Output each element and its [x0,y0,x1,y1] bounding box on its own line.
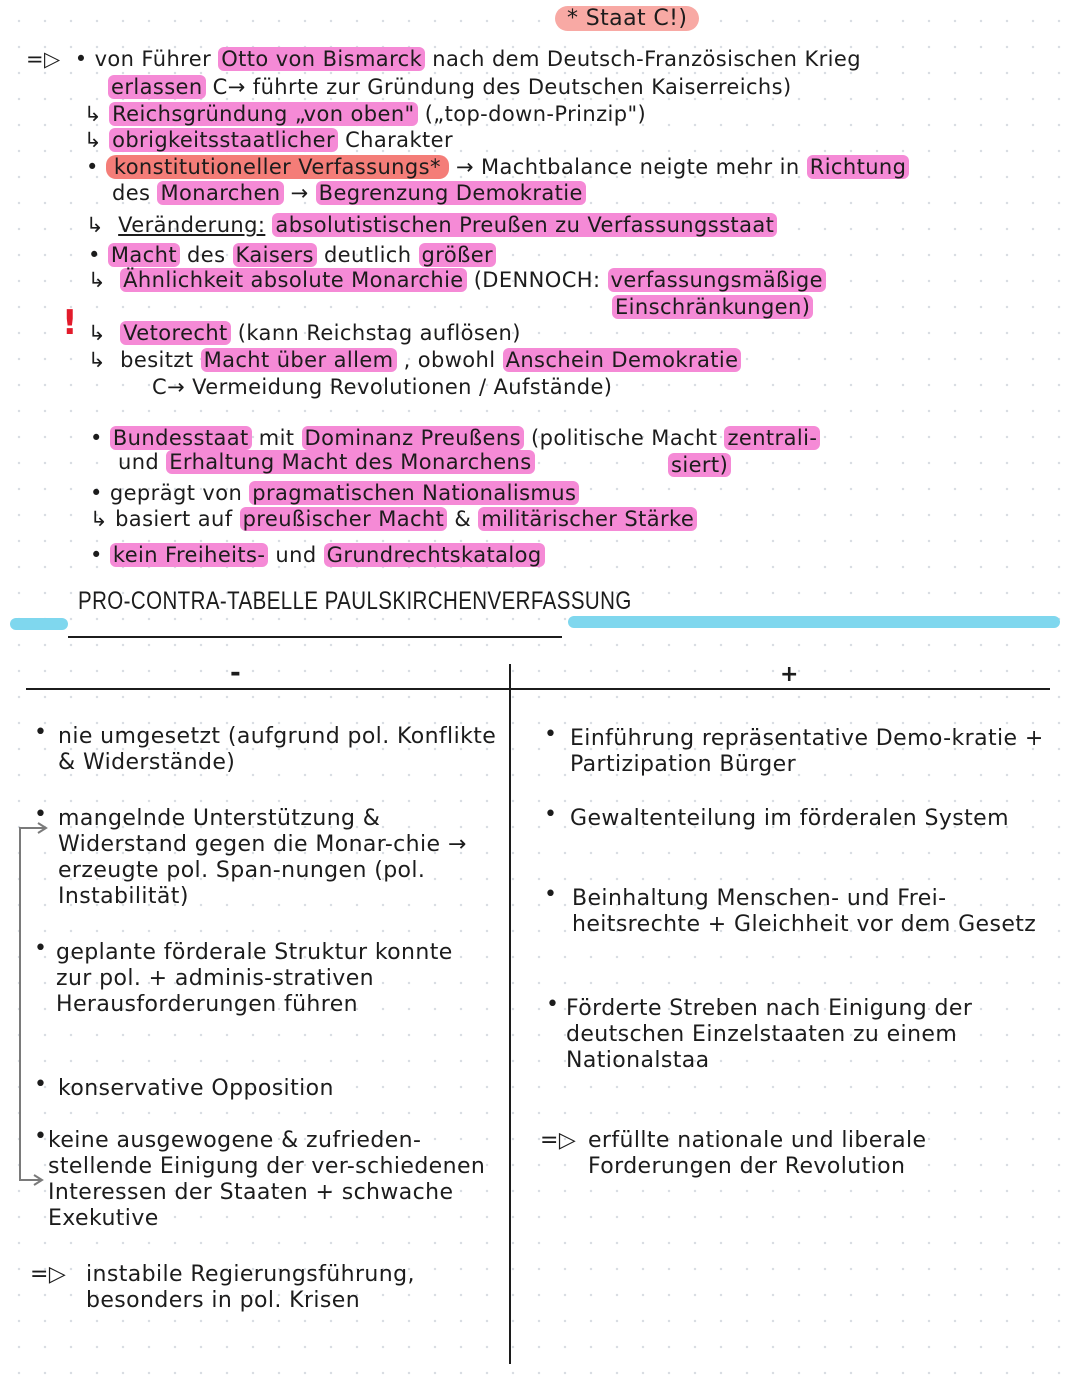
bracket-arrow-icon [12,818,52,1190]
note-line-3: ↳ Reichsgründung „von oben" („top-down-Prinzip") [84,102,647,126]
table-title: PRO-CONTRA-TABELLE PAULSKIRCHENVERFASSUNG [78,587,632,615]
minus-item: mangelnde Unterstützung & Widerstand gegen die Monar-chie → erzeugte pol. Span-nungen (pol. Instabilität) [58,806,467,909]
plus-item: Beinhaltung Menschen- und Frei-heitsrechte + Gleichheit vor dem Gesetz [572,886,1037,937]
sub-arrow-icon: ↳ [88,348,106,372]
note-line-18: • kein Freiheits- und Grundrechtskatalog [90,542,545,568]
note-line-8: • Macht des Kaisers deutlich größer [88,242,496,268]
minus-header: - [230,658,242,688]
plus-item: Gewaltenteilung im förderalen System [570,806,1009,831]
note-line-5: • konstitutioneller Verfassungs* → Machtbalance neigte mehr in Richtung [86,154,909,180]
implication-arrow-icon: =▷ [540,1128,577,1153]
note-line-14: • Bundesstaat mit Dominanz Preußens (politische Macht zentrali- [90,425,820,451]
note-line-16: • geprägt von pragmatischen Nationalismus [90,480,579,506]
minus-conclusion: instabile Regierungsführung, besonders in pol. Krisen [86,1262,415,1313]
plus-item: Förderte Streben nach Einigung der deutschen Einzelstaaten zu einem Nationalstaa [566,996,973,1073]
note-line-15: und Erhaltung Macht des Monarchens [118,449,535,475]
sub-arrow-icon: ↳ [90,507,108,531]
note-line-17: ↳ basiert auf preußischer Macht & militärischer Stärke [90,506,697,532]
column-divider [509,664,511,1364]
sub-arrow-icon: ↳ [88,321,106,345]
sub-arrow-icon: ↳ [86,213,104,237]
note-line-10: Einschränkungen) [612,294,813,320]
sub-arrow-icon: ↳ [88,268,106,292]
note-line-11: ↳ Vetorecht (kann Reichstag auflösen) [88,321,521,345]
sub-arrow-icon: ↳ [84,102,102,126]
note-line-15b: siert) [668,452,731,478]
section-tag: * Staat C!) [555,6,699,32]
note-line-4: ↳ obrigkeitsstaatlicher Charakter [84,128,454,152]
minus-item: nie umgesetzt (aufgrund pol. Konflikte & Widerstände) [58,724,497,775]
implication-arrow-icon: =▷ [26,47,61,71]
note-line-9: ↳ Ähnlichkeit absolute Monarchie (DENNOCH: verfassungsmäßige [88,267,826,293]
note-line-12: ↳ besitzt Macht über allem , obwohl Anschein Demokratie [88,347,741,373]
sub-arrow-icon: ↳ [84,128,102,152]
title-underline [68,636,562,638]
implication-arrow-icon: =▷ [30,1262,67,1287]
note-line-7: ↳ Veränderung: absolutistischen Preußen zu Verfassungsstaat [86,212,777,238]
minus-item: keine ausgewogene & zufrieden-stellende Einigung der ver-schiedenen Interessen der Staaten + schwache Exekutive [48,1128,486,1231]
plus-item: Einführung repräsentative Demo-kratie + Partizipation Bürger [570,726,1044,777]
note-line-13: C→ Vermeidung Revolutionen / Aufstände) [152,375,613,399]
plus-header: + [780,662,799,687]
minus-item: konservative Opposition [58,1076,334,1101]
header-divider [26,688,1050,690]
plus-conclusion: erfüllte nationale und liberale Forderungen der Revolution [588,1128,927,1179]
arrow-right-icon: → [290,181,309,205]
minus-item: geplante förderale Struktur konnte zur pol. + adminis-strativen Herausforderungen führen [56,940,453,1017]
note-line-6: des Monarchen → Begrenzung Demokratie [112,180,586,206]
note-line-1: =▷ • von Führer Otto von Bismarck nach dem Deutsch-Französischen Krieg [26,47,861,71]
warning-icon: ! [62,303,78,343]
note-line-2: erlassen C→ führte zur Gründung des Deutschen Kaiserreichs) [108,74,792,100]
accent-bar-right [568,616,1060,628]
accent-bar-left [10,618,68,630]
